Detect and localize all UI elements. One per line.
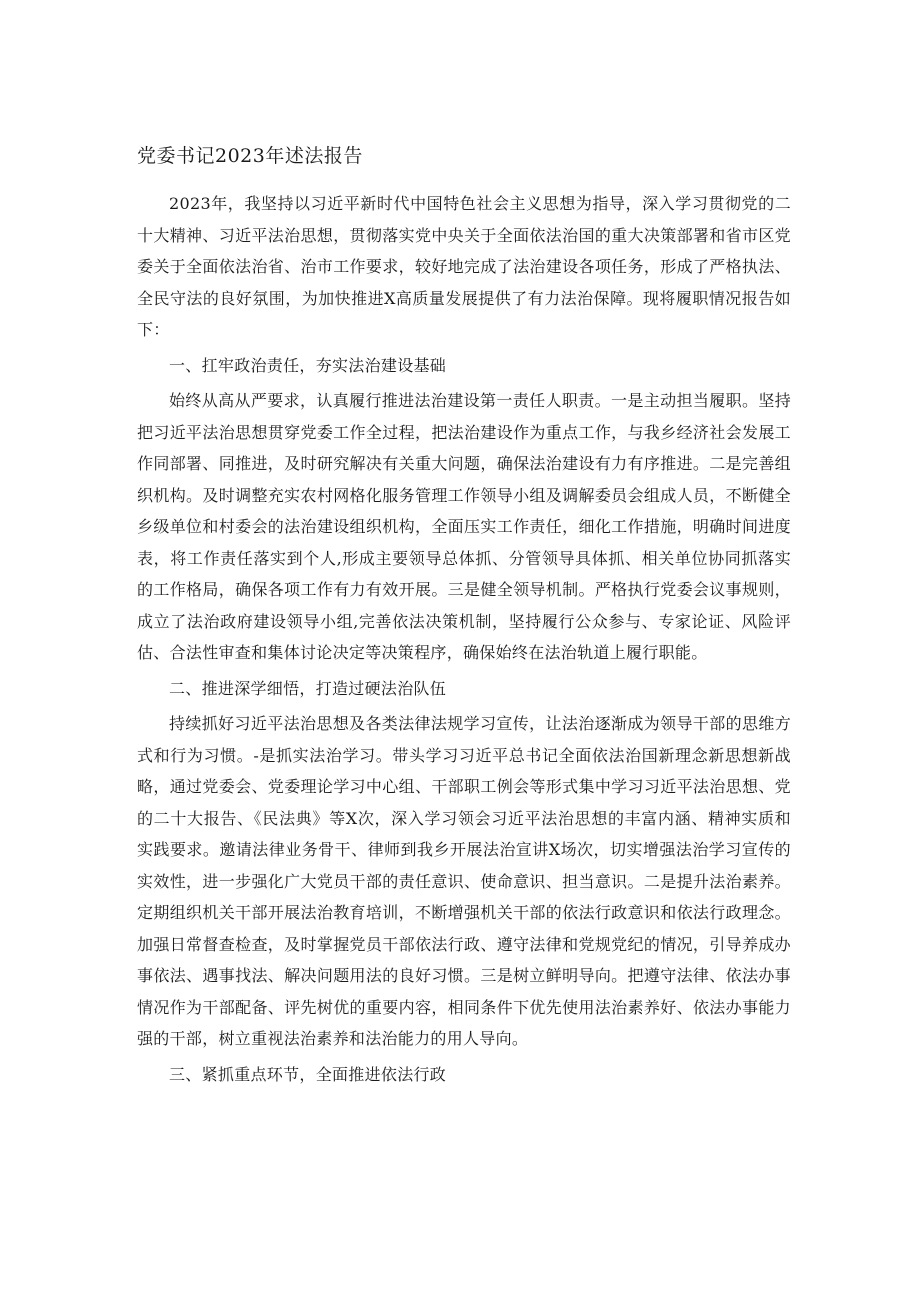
- section-heading-2: 二、推进深学细悟，打造过硬法治队伍: [169, 678, 447, 698]
- intro-paragraph: 2023年，我坚持以习近平新时代中国特色社会主义思想为指导，深入学习贯彻党的二十大精神、习近平法治思想，贯彻落实党中央关于全面依法治国的重大决策部署和省市区党委关于全面依法治省、治市工作要求，较好地完成了法治建设各项任务，形成了严格执法、全民守法的良好氛围，为加快推进X高质量发展提供了有力法治保障。现将履职情况报告如下：: [137, 194, 791, 339]
- document-body: [137, 188, 791, 1090]
- section-heading-1: 一、扛牢政治责任，夯实法治建设基础: [169, 355, 447, 375]
- section-1-paragraph: 始终从高从严要求，认真履行推进法治建设第一责任人职责。一是主动担当履职。坚持把习近平法治思想贯穿党委工作全过程，把法治建设作为重点工作，与我乡经济社会发展工作同部署、同推进，及时研究解决有关重大问题，确保法治建设有力有序推进。二是完善组织机构。及时调整充实农村网格化服务管理工作领导小组及调解委员会组成人员，不断健全乡级单位和村委会的法治建设组织机构，全面压实工作责任，细化工作措施，明确时间进度表，将工作责任落实到个人,形成主要领导总体抓、分管领导具体抓、相关单位协同抓落实的工作格局，确保各项工作有力有效开展。三是健全领导机制。严格执行党委会议事规则，成立了法治政府建设领导小组,完善依法决策机制，坚持履行公众参与、专家论证、风险评估、合法性审查和集体讨论决定等决策程序，确保始终在法治轨道上履行职能。: [137, 391, 791, 662]
- section-heading-3: 三、紧抓重点环节，全面推进依法行政: [169, 1064, 447, 1084]
- document-title: 党委书记2023年述法报告: [137, 145, 363, 167]
- section-2-paragraph: 持续抓好习近平法治思想及各类法律法规学习宣传，让法治逐渐成为领导干部的思维方式和行为习惯。-是抓实法治学习。带头学习习近平总书记全面依法治国新理念新思想新战略，通过党委会、党委理论学习中心组、干部职工例会等形式集中学习习近平法治思想、党的二十大报告、《民法典》等X次，深入学习领会习近平法治思想的丰富内涵、精神实质和实践要求。邀请法律业务骨干、律师到我乡开展法治宣讲X场次，切实增强法治学习宣传的实效性，进一步强化广大党员干部的责任意识、使命意识、担当意识。二是提升法治素养。定期组织机关干部开展法治教育培训，不断增强机关干部的依法行政意识和依法行政理念。加强日常督查检查，及时掌握党员干部依法行政、遵守法律和党规党纪的情况，引导养成办事依法、遇事找法、解决问题用法的良好习惯。三是树立鲜明导向。把遵守法律、依法办事情况作为干部配备、评先树优的重要内容，相同条件下优先使用法治素养好、依法办事能力强的干部，树立重视法治素养和法治能力的用人导向。: [137, 714, 791, 1048]
